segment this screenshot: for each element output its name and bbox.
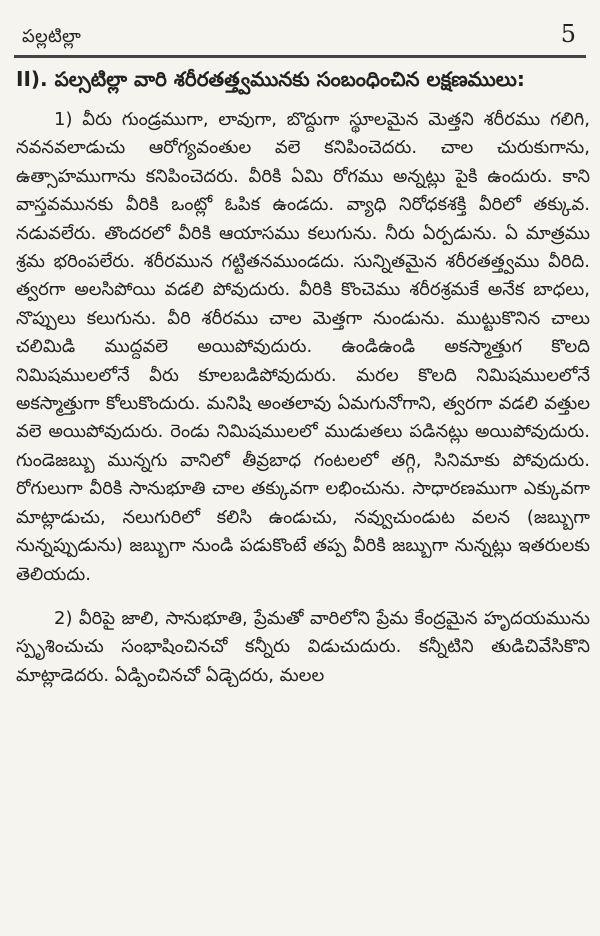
- header-rule: [14, 55, 586, 58]
- paragraph-1: 1) వీరు గుండ్రముగా, లావుగా, బొద్దుగా స్థూలమైన మెత్తని శరీరము గలిగి, నవనవలాడుచు ఆరోగ్యవంతుల వలె కనిపించెదరు. చాల చురుకుగాను, ఉత్సాహముగాను కనిపించెదరు. వీరికి ఏమి రోగము అన్నట్లు పైకి ఉందురు. కాని వాస్తవమునకు వీరికి ఒంట్లో ఓపిక ఉండదు. వ్యాధి నిరోధకశక్తి వీరిలో తక్కువ. నడువలేరు. తొందరలో వీరికి ఆయాసము కలుగును. నీరు ఏర్పడును. ఏ మాత్రము శ్రమ భరింపలేరు. శరీరమున గట్టితనముండదు. సున్నితమైన శరీరతత్త్వము వీరిది. త్వరగా అలసిపోయి వడలి పోవుదురు. వీరికి కొంచెము శరీరశ్రమకే అనేక బాధలు, నొప్పులు కలుగును. వీరి శరీరము చాల మెత్తగా నుండును. ముట్టుకొనిన చాలు చలిమిడి ముద్దవలె అయిపోవుదురు. ఉండిఉండి అకస్మాత్తుగ కొలది నిమిషములలోనే వీరు కూలబడిపోవుదురు. మరల కొలది నిమిషములలోనే అకస్మాత్తుగా కోలుకొందురు. మనిషి అంతలావు ఏమగునోగాని, త్వరగా వడలి వత్తుల వలె అయిపోవుదురు. రెండు నిమిషములలో ముడుతలు పడినట్లు అయిపోవుదురు. గుండెజబ్బు మున్నగు వానిలో తీవ్రబాధ గంటలలో తగ్గి, సినిమాకు పోవుదురు. రోగులుగా వీరికి సానుభూతి చాల తక్కువగా లభించును. సాధారణముగా ఎక్కువగా మాట్లాడుచు, నలుగురిలో కలిసి ఉండుచు, నవ్వుచుండుట వలన (జబ్బుగా నున్నప్పుడును) జబ్బుగా నుండి పడుకొంటే తప్ప వీరికి జబ్బుగా నున్నట్లు ఇతరులకు తెలియదు.: [16, 109, 590, 585]
- paragraph-2: 2) వీరిపై జాలి, సానుభూతి, ప్రేమతో వారిలోని ప్రేమ కేంద్రమైన హృదయమును స్పృశించుచు సంభాషించినచో కన్నీరు విడుచుదురు. కన్నీటిని తుడిచివేసికొని మాట్లాడెదరు. ఏడ్పించినచో ఏడ్చెదరు, మలల: [16, 607, 590, 686]
- page-number: 5: [560, 20, 576, 48]
- running-title: పల్లటిల్లా: [22, 26, 82, 47]
- running-head: [14, 14, 586, 52]
- section-heading: II). పల్సటిల్లా వారి శరీరతత్త్వమునకు సంబంధించిన లక్షణములు:: [16, 67, 525, 91]
- page-content: [16, 64, 590, 690]
